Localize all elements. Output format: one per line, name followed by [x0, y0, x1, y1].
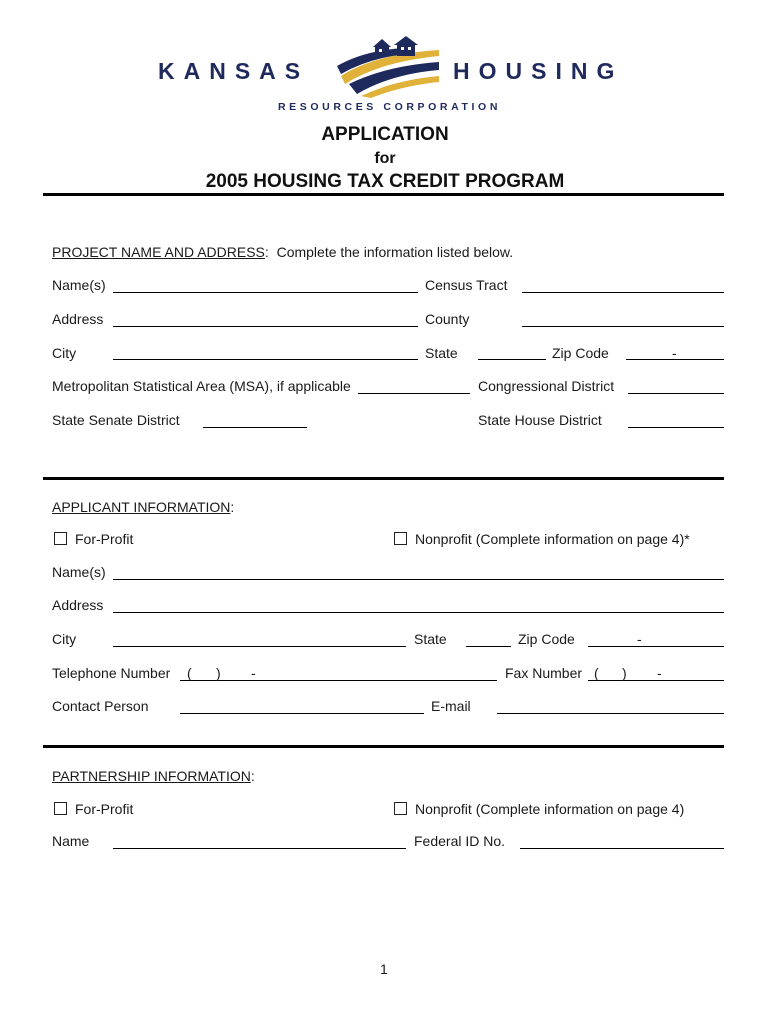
project-instruction: Complete the information listed below.: [276, 244, 514, 260]
email-field[interactable]: [497, 713, 724, 714]
partnership-name-field[interactable]: [113, 848, 406, 849]
congressional-district-label: Congressional District: [478, 378, 615, 394]
county-label: County: [425, 311, 470, 327]
telephone-dash: -: [251, 665, 256, 681]
telephone-paren-open: (: [187, 665, 192, 681]
project-names-field[interactable]: [113, 292, 418, 293]
project-state-label: State: [425, 345, 458, 361]
applicant-address-label: Address: [52, 597, 104, 613]
applicant-names-label: Name(s): [52, 564, 106, 580]
page-title: APPLICATION: [321, 124, 449, 145]
page-number: 1: [380, 961, 388, 977]
fax-paren-open: (: [594, 665, 599, 681]
applicant-city-label: City: [52, 631, 77, 647]
applicant-section-header: [52, 499, 234, 515]
project-section-title: PROJECT NAME AND ADDRESS: [52, 244, 265, 260]
county-field[interactable]: [522, 326, 724, 327]
census-tract-label: Census Tract: [425, 277, 508, 293]
applicant-city-field[interactable]: [113, 646, 406, 647]
house-district-field[interactable]: [628, 427, 724, 428]
project-section-colon: :: [264, 244, 269, 260]
federal-id-label: Federal ID No.: [414, 833, 506, 849]
applicant-names-field[interactable]: [113, 579, 724, 580]
applicant-nonprofit-checkbox[interactable]: [394, 532, 407, 545]
applicant-address-field[interactable]: [113, 612, 724, 613]
fax-field[interactable]: [588, 680, 724, 681]
house-logo-icon: [335, 36, 445, 98]
project-zip-dash: -: [672, 345, 677, 361]
project-section-header: [52, 244, 513, 260]
fax-label: Fax Number: [505, 665, 583, 681]
census-tract-field[interactable]: [522, 292, 724, 293]
contact-person-label: Contact Person: [52, 698, 149, 714]
federal-id-field[interactable]: [520, 848, 724, 849]
contact-person-field[interactable]: [180, 713, 424, 714]
partnership-section-title: PARTNERSHIP INFORMATION: [52, 768, 251, 784]
senate-district-label: State Senate District: [52, 412, 180, 428]
project-names-label: Name(s): [52, 277, 106, 293]
applicant-nonprofit-label: Nonprofit (Complete information on page 4)*: [415, 531, 690, 547]
project-zip-label: Zip Code: [552, 345, 609, 361]
applicant-zip-field[interactable]: [588, 646, 724, 647]
fax-dash: -: [657, 665, 662, 681]
logo-word-housing: HOUSING: [453, 58, 624, 84]
project-state-field[interactable]: [478, 359, 546, 360]
telephone-label: Telephone Number: [52, 665, 171, 681]
partnership-section-header: [52, 768, 255, 784]
project-city-field[interactable]: [113, 359, 418, 360]
program-title: 2005 HOUSING TAX CREDIT PROGRAM: [205, 171, 565, 192]
partnership-nonprofit-label: Nonprofit (Complete information on page 4): [415, 801, 685, 817]
applicant-zip-dash: -: [637, 631, 642, 647]
applicant-state-label: State: [414, 631, 447, 647]
applicant-forprofit-label: For-Profit: [75, 531, 134, 547]
telephone-field[interactable]: [180, 680, 497, 681]
divider-top: [43, 193, 724, 196]
project-city-label: City: [52, 345, 77, 361]
msa-field[interactable]: [358, 393, 470, 394]
partnership-section-colon: :: [250, 768, 255, 784]
applicant-section-colon: :: [230, 499, 235, 515]
applicant-section-title: APPLICANT INFORMATION: [52, 499, 231, 515]
fax-paren-close: ): [622, 665, 627, 681]
project-address-label: Address: [52, 311, 104, 327]
applicant-forprofit-checkbox[interactable]: [54, 532, 67, 545]
logo-word-kansas: KANSAS: [158, 58, 310, 84]
page-title-for: for: [374, 150, 396, 167]
house-district-label: State House District: [478, 412, 602, 428]
partnership-name-label: Name: [52, 833, 90, 849]
partnership-forprofit-label: For-Profit: [75, 801, 134, 817]
congressional-district-field[interactable]: [628, 393, 724, 394]
partnership-nonprofit-checkbox[interactable]: [394, 802, 407, 815]
logo-subline: RESOURCES CORPORATION: [278, 101, 501, 113]
divider-applicant: [43, 477, 724, 480]
applicant-zip-label: Zip Code: [518, 631, 575, 647]
email-label: E-mail: [431, 698, 471, 714]
senate-district-field[interactable]: [203, 427, 307, 428]
project-address-field[interactable]: [113, 326, 418, 327]
divider-partnership: [43, 745, 724, 748]
applicant-state-field[interactable]: [466, 646, 511, 647]
partnership-forprofit-checkbox[interactable]: [54, 802, 67, 815]
telephone-paren-close: ): [216, 665, 221, 681]
msa-label: Metropolitan Statistical Area (MSA), if applicable: [52, 378, 351, 394]
